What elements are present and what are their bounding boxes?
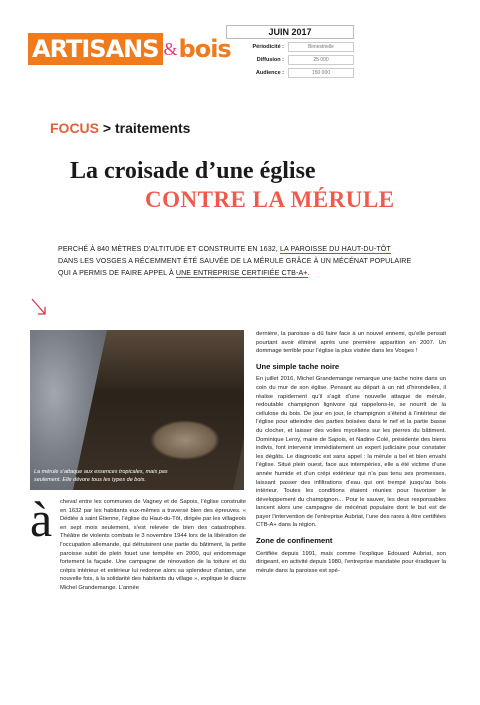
article-photo (30, 330, 244, 490)
section-header (50, 120, 190, 136)
section-topic: traitements (114, 120, 191, 136)
body-text: cheval entre les communes de Vagney et de Sapois, l’église construite en 1632 par les habitants eux-mêmes a traversé bien des épreuves. « Dédiée à saint Étienne, l’église du Haut-du-Tôt, dirigée par les villageois en sept mois seulement, s’est relevée de bien des catastrophes. Théâtre de violents combats le 3 novembre 1944 lors de la libération de l’occupation allemande, qui détruisirent une partie du bâtiment, la petite paroisse subit de plein fouet une tempête en 2000, qui endommage fortement la façade. Une campagne de rénovation de la toiture et du crépis intérieur et extérieur lui redonne alors sa splendeur d’antan, une nouvelle fois, à la solidarité des habitants du village », explique le diacre Michel Grandemange. L’année (60, 499, 246, 591)
meta-value: 150 000 (288, 68, 354, 78)
subheading: Zone de confinement (256, 536, 333, 546)
body-paragraph: dernière, la paroisse a dû faire face à un nouvel ennemi, qu’elle pensait pourtant avoir éliminé après une première apparition en 2007. Un dommage terrible pour l’église la plus visitée dans les Vosges ! (256, 331, 446, 355)
annotation-arrow-icon (30, 297, 50, 324)
publication-meta (226, 25, 354, 78)
meta-row-circulation (226, 55, 354, 65)
standfirst-text: . (307, 269, 310, 277)
logo-artisans: ARTISANS (28, 33, 163, 65)
meta-label: Périodicité : (252, 44, 284, 50)
magazine-logo (28, 32, 231, 66)
article-title-line1: La croisade d’une église (70, 158, 316, 184)
drop-cap: à (30, 491, 53, 547)
body-paragraph: Certifiée depuis 1991, mais comme l’explique Edouard Aubriat, son dirigeant, en activité depuis 1980, l’entreprise mandatée pour éradiquer la mérule dans la paroisse est spé- (256, 550, 446, 574)
subheading: Une simple tache noire (256, 361, 340, 371)
meta-row-audience (226, 68, 354, 78)
standfirst-line (58, 243, 438, 255)
body-column-left (30, 491, 246, 593)
body-paragraph: En juillet 2016, Michel Grandemange remarque une tache noire dans un coin du mur de son église. Pensant au départ à un nid d’hirondelles, il réalise rapidement qu’il s’agit d’une nouvelle attaque de mérule, redoutable champignon lignivore qui rappelons-le, se nourrit de la cellulose du bois. De jour en jour, le champignon s’étend à l’intérieur de l’église pour atteindre des parties boisées dans le nef et la partie basse du clocher, et laisser des voiles mycéliens sur les pierres du bâtiment. Dominique Leroy, maire de Sapois, et Nadine Colé, présidente des biens indivis, font intervenir immédiatement un expert judiciaire pour constater les dégâts. Le diagnostic est sans appel : la mérule a bel et bien envahi l’église. Situé plein ouest, face aux intempéries, elle a été victime d’une année humide et d’un crépi extérieur qui n’a pas tenu ses promesses, laissant passer des infiltrations d’eau qui ont trempé jusqu’au bois intérieur. Toutes les conditions étaient réunies pour favoriser le développement du champignon… Pour le sauver, les deux responsables lancent alors une campagne de mécénat populaire dont le but est de payer l’intervention de l’entreprise Aubriat, l’une des rares à être certifiées CTB-A+ dans la région. (256, 376, 446, 529)
standfirst-text: QUI A PERMIS DE FAIRE APPEL À (58, 269, 176, 277)
section-separator: > (99, 120, 115, 136)
highlight-parish: LA PAROISSE DU HAUT-DU-TÔT (279, 245, 391, 253)
meta-value: Bimestrielle (288, 42, 354, 52)
logo-ampersand: & (163, 38, 178, 59)
meta-value: 25 000 (288, 55, 354, 65)
logo-bois: bois (178, 35, 231, 63)
issue-date: JUIN 2017 (226, 25, 354, 39)
meta-row-periodicity (226, 42, 354, 52)
article-title-line2: CONTRE LA MÉRULE (145, 187, 395, 212)
photo-caption: La mérule s’attaque aux essences tropicales, mais pas seulement. Elle dévore tous les types de bois. (34, 469, 168, 483)
section-focus: FOCUS (50, 120, 99, 136)
standfirst-line: DANS LES VOSGES A RÉCEMMENT ÉTÉ SAUVÉE DE LA MÉRULE GRÂCE À UN MÉCÉNAT POPULAIRE (58, 257, 412, 265)
meta-label: Audience : (255, 70, 284, 76)
standfirst-text: PERCHÉ À 840 MÈTRES D’ALTITUDE ET CONSTRUITE EN 1632, (58, 245, 280, 253)
highlight-company: UNE ENTREPRISE CERTIFIÉE CTB-A+ (175, 269, 308, 277)
photo-fungus (150, 420, 220, 460)
article-standfirst (58, 243, 438, 279)
body-column-right (256, 330, 446, 575)
body-paragraph (30, 491, 246, 593)
meta-label: Diffusion : (256, 57, 284, 63)
standfirst-line (58, 267, 438, 279)
